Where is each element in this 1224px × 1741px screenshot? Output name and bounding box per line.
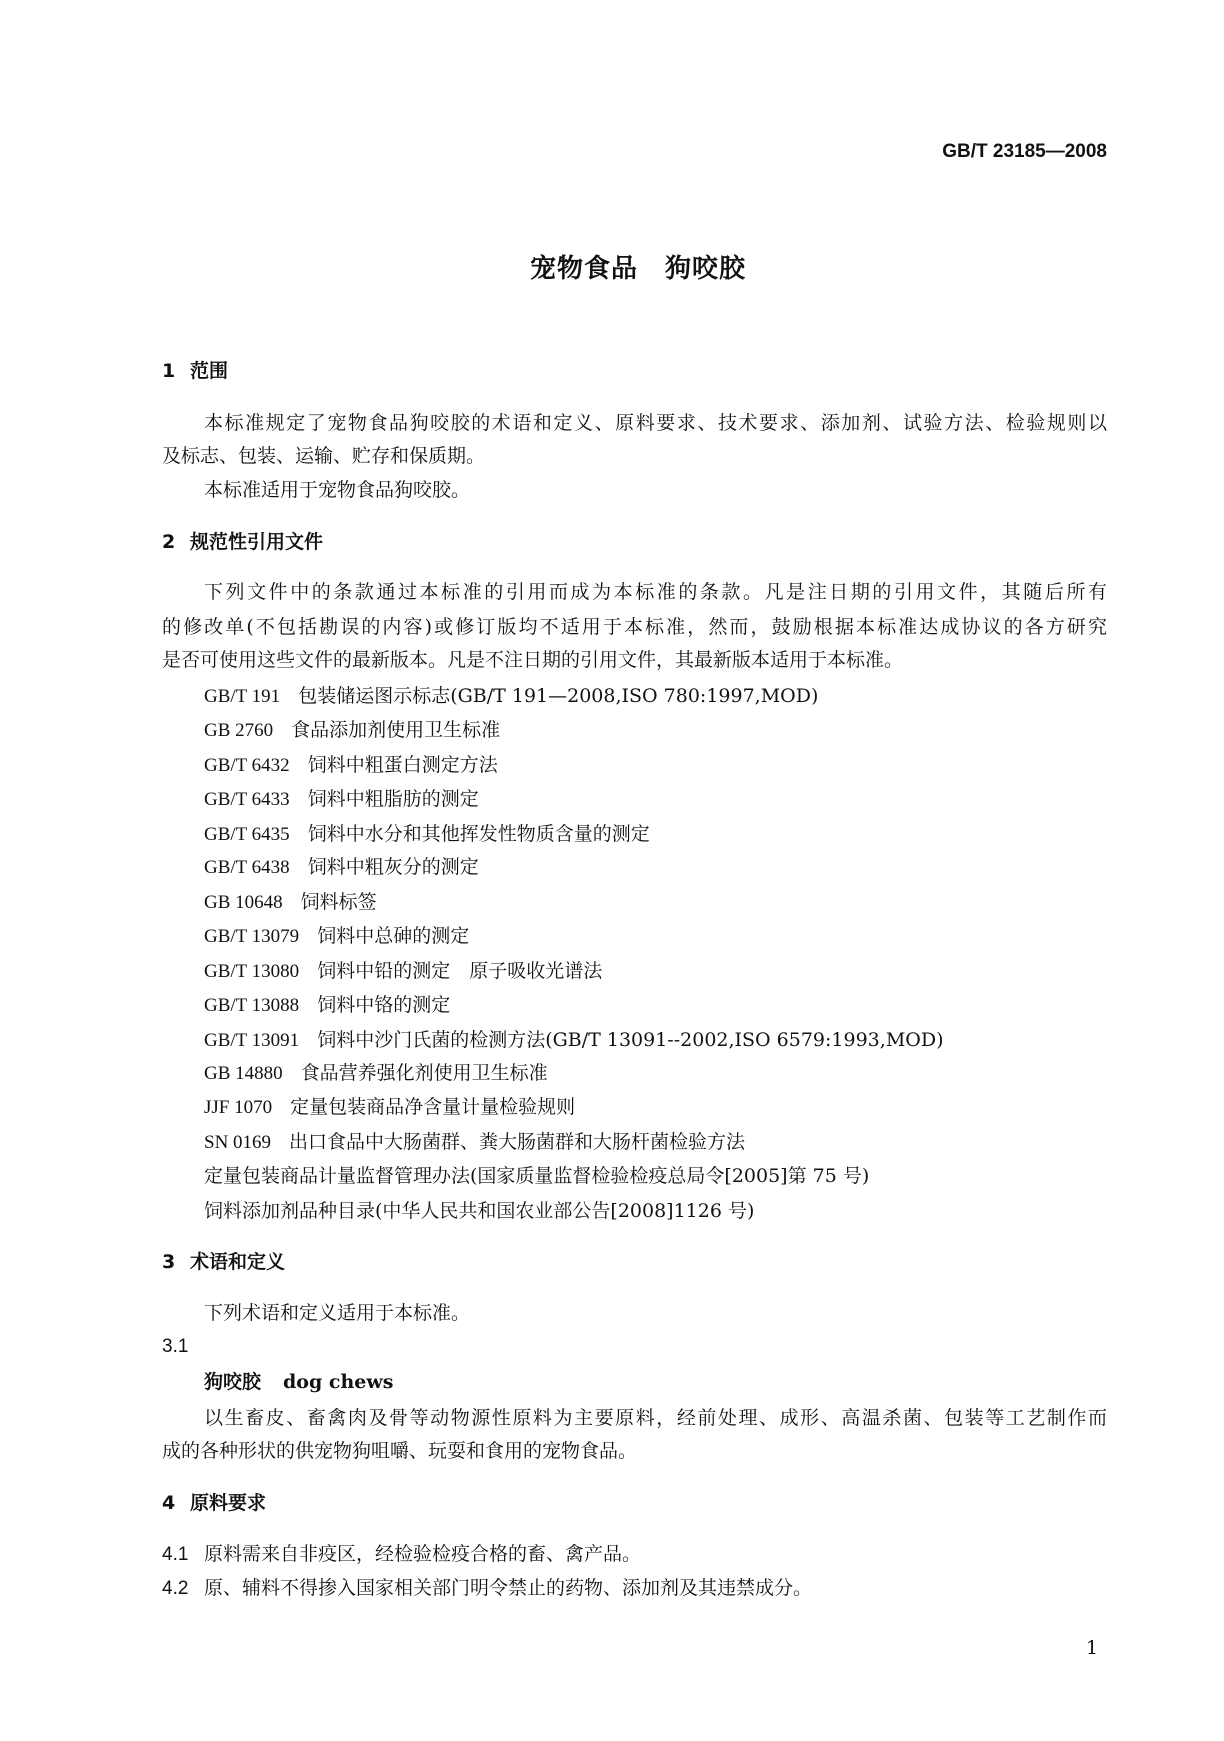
definition-line: 成的各种形状的供宠物狗咀嚼、玩耍和食用的宠物食品。 (162, 1440, 638, 1462)
reference-item (204, 1095, 575, 1120)
section-title: 术语和定义 (190, 1251, 286, 1273)
reference-code: GB/T 13088 (204, 995, 300, 1016)
reference-code: JJF 1070 (204, 1097, 273, 1118)
section-number: 2 (162, 531, 176, 553)
reference-item (204, 1061, 548, 1086)
clause-number: 4.1 (162, 1544, 189, 1565)
reference-item (204, 890, 377, 915)
reference-title: 饲料标签 (300, 891, 377, 913)
reference-item (204, 855, 479, 880)
reference-code: GB 10648 (204, 892, 283, 913)
reference-title: 定量包装商品计量监督管理办法(国家质量监督检验检疫总局令[2005]第 75 号) (204, 1165, 870, 1187)
reference-item (204, 787, 479, 812)
reference-code: GB/T 191 (204, 686, 281, 707)
document-title: 宠物食品 狗咬胶 (529, 254, 746, 284)
reference-title: 饲料中粗灰分的测定 (307, 856, 479, 878)
reference-code: GB 14880 (204, 1063, 283, 1084)
reference-title: 食品添加剂使用卫生标准 (291, 719, 501, 741)
reference-item (204, 1164, 869, 1188)
reference-title: 饲料中总砷的测定 (317, 925, 470, 947)
section-title: 范围 (190, 360, 229, 382)
reference-code: SN 0169 (204, 1132, 272, 1153)
paragraph-line: 及标志、包装、运输、贮存和保质期。 (162, 445, 486, 467)
reference-code: GB/T 6432 (204, 755, 290, 776)
standard-number: GB/T 23185—2008 (942, 141, 1107, 162)
reference-item (204, 684, 818, 709)
reference-title: 包装储运图示标志(GB/T 191—2008,ISO 780:1997,MOD) (298, 685, 819, 707)
reference-item (204, 822, 650, 847)
reference-code: GB/T 6435 (204, 824, 290, 845)
page-number: 1 (1086, 1637, 1099, 1659)
reference-item (204, 753, 498, 778)
reference-item (204, 924, 469, 949)
reference-title: 饲料中粗脂肪的测定 (307, 788, 479, 810)
reference-code: GB/T 6433 (204, 789, 290, 810)
reference-code: GB/T 13091 (204, 1030, 300, 1051)
paragraph-line: 本标准规定了宠物食品狗咬胶的术语和定义、原料要求、技术要求、添加剂、试验方法、检验规则以 (204, 412, 1107, 434)
term-english: dog chews (283, 1371, 394, 1393)
reference-code: GB/T 6438 (204, 857, 290, 878)
section-number: 3 (162, 1251, 176, 1273)
reference-title: 饲料中粗蛋白测定方法 (307, 754, 498, 776)
section-title: 原料要求 (190, 1492, 267, 1514)
reference-title: 饲料中铅的测定 原子吸收光谱法 (317, 960, 603, 982)
subsection-number: 3.1 (162, 1336, 189, 1357)
section-title: 规范性引用文件 (190, 531, 324, 553)
reference-title: 饲料添加剂品种目录(中华人民共和国农业部公告[2008]1126 号) (204, 1200, 755, 1222)
reference-item (204, 1199, 754, 1223)
clause-text: 原、辅料不得掺入国家相关部门明令禁止的药物、添加剂及其违禁成分。 (204, 1577, 813, 1599)
reference-item (204, 959, 602, 984)
reference-title: 定量包装商品净含量计量检验规则 (290, 1096, 576, 1118)
paragraph: 下列术语和定义适用于本标准。 (204, 1302, 471, 1324)
section-number: 4 (162, 1492, 176, 1514)
reference-title: 食品营养强化剂使用卫生标准 (300, 1062, 548, 1084)
section-3-heading (162, 1250, 285, 1274)
reference-item (204, 1130, 745, 1155)
reference-item (204, 718, 500, 743)
paragraph: 本标准适用于宠物食品狗咬胶。 (204, 479, 471, 501)
definition-line: 以生畜皮、畜禽肉及骨等动物源性原料为主要原料，经前处理、成形、高温杀菌、包装等工艺制作而 (204, 1407, 1107, 1429)
section-1-heading (162, 359, 228, 383)
reference-code: GB/T 13080 (204, 961, 300, 982)
reference-title: 出口食品中大肠菌群、粪大肠菌群和大肠杆菌检验方法 (289, 1131, 746, 1153)
paragraph-line: 下列文件中的条款通过本标准的引用而成为本标准的条款。凡是注日期的引用文件，其随后所有 (204, 581, 1107, 603)
term (204, 1370, 393, 1394)
paragraph-line: 是否可使用这些文件的最新版本。凡是不注日期的引用文件，其最新版本适用于本标准。 (162, 649, 904, 671)
reference-title: 饲料中铬的测定 (317, 994, 451, 1016)
section-4-heading (162, 1491, 266, 1515)
reference-item (204, 1028, 944, 1053)
paragraph-line: 的修改单(不包括勘误的内容)或修订版均不适用于本标准，然而，鼓励根据本标准达成协议的各方研究 (162, 616, 1107, 638)
section-number: 1 (162, 360, 176, 382)
reference-code: GB 2760 (204, 720, 274, 741)
reference-code: GB/T 13079 (204, 926, 300, 947)
clause-4-1 (162, 1542, 641, 1567)
reference-item (204, 993, 450, 1018)
term-chinese: 狗咬胶 (204, 1371, 262, 1393)
clause-text: 原料需来自非疫区，经检验检疫合格的畜、禽产品。 (204, 1543, 642, 1565)
clause-number: 4.2 (162, 1578, 189, 1599)
section-2-heading (162, 530, 323, 554)
reference-title: 饲料中沙门氏菌的检测方法(GB/T 13091--2002,ISO 6579:1993,MOD) (317, 1029, 944, 1051)
clause-4-2 (162, 1576, 812, 1601)
reference-title: 饲料中水分和其他挥发性物质含量的测定 (307, 823, 650, 845)
